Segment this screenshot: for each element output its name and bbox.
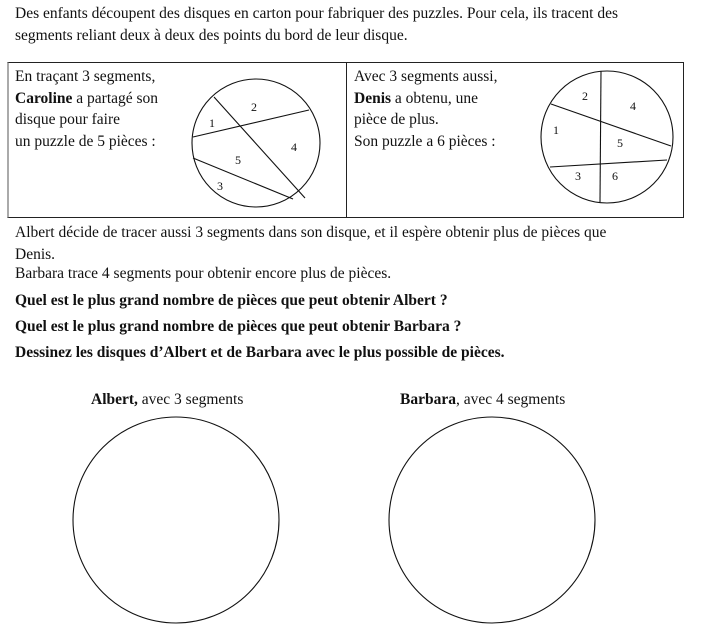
- denis-labels: [553, 89, 636, 183]
- barbara-paragraph: Barbara trace 4 segments pour obtenir encore plus de pièces.: [15, 265, 392, 282]
- caroline-line-3: disque pour faire: [15, 111, 121, 128]
- caroline-piece-label: 3: [217, 179, 223, 193]
- denis-line-4: Son puzzle a 6 pièces :: [354, 132, 496, 150]
- intro-line-1: Des enfants découpent des disques en carton pour fabriquer des puzzles. Pour cela, ils tracent des: [15, 5, 619, 22]
- denis-piece-label: 3: [575, 169, 581, 183]
- caroline-piece-label: 1: [209, 116, 215, 130]
- caroline-piece-label: 2: [251, 100, 257, 114]
- denis-line-2-rest: a obtenu, une: [391, 89, 478, 107]
- denis-piece-label: 2: [582, 89, 588, 103]
- caroline-labels: [209, 100, 297, 193]
- caroline-line-2-rest: a partagé son: [72, 89, 159, 107]
- albert-empty-disk[interactable]: [73, 417, 279, 623]
- caroline-piece-label: 5: [235, 153, 241, 167]
- caroline-line-1: En traçant 3 segments,: [15, 68, 156, 85]
- albert-caption-name: Albert,: [91, 391, 138, 408]
- denis-piece-label: 6: [612, 169, 618, 183]
- denis-circle: [541, 71, 673, 203]
- barbara-caption-rest: , avec 4 segments: [455, 391, 566, 408]
- denis-name: Denis: [354, 89, 392, 107]
- barbara-caption-name: Barbara: [400, 391, 456, 408]
- albert-caption-rest: avec 3 segments: [137, 391, 244, 408]
- question-albert: Quel est le plus grand nombre de pièces que peut obtenir Albert ?: [15, 292, 448, 309]
- caroline-piece-label: 4: [291, 140, 297, 154]
- denis-piece-label: 5: [617, 136, 623, 150]
- denis-piece-label: 1: [553, 123, 559, 137]
- albert-caption: [91, 391, 243, 409]
- caroline-segment-3: [193, 158, 293, 199]
- albert-line-2: Denis.: [15, 246, 56, 263]
- intro-line-2: segments reliant deux à deux des points du bord de leur disque.: [15, 27, 408, 44]
- barbara-empty-disk[interactable]: [389, 417, 595, 623]
- caroline-line-4: un puzzle de 5 pièces :: [15, 132, 156, 150]
- denis-piece-label: 4: [630, 99, 636, 113]
- caroline-disk: [192, 79, 320, 207]
- caroline-name: Caroline: [15, 89, 73, 107]
- albert-line-1: Albert décide de tracer aussi 3 segments dans son disque, et il espère obtenir plus de pièces que: [15, 224, 607, 241]
- denis-line-1: Avec 3 segments aussi,: [354, 68, 498, 85]
- albert-paragraph: [15, 222, 715, 266]
- question-barbara: Quel est le plus grand nombre de pièces que peut obtenir Barbara ?: [15, 318, 462, 335]
- denis-segment-2: [551, 104, 671, 146]
- denis-segment-3: [550, 160, 667, 167]
- denis-line-3: pièce de plus.: [354, 111, 439, 128]
- barbara-caption: [400, 391, 565, 409]
- denis-disk: [541, 71, 673, 203]
- denis-segment-1: [600, 71, 601, 202]
- instruction-draw: Dessinez les disques d’Albert et de Barbara avec le plus possible de pièces.: [15, 344, 505, 361]
